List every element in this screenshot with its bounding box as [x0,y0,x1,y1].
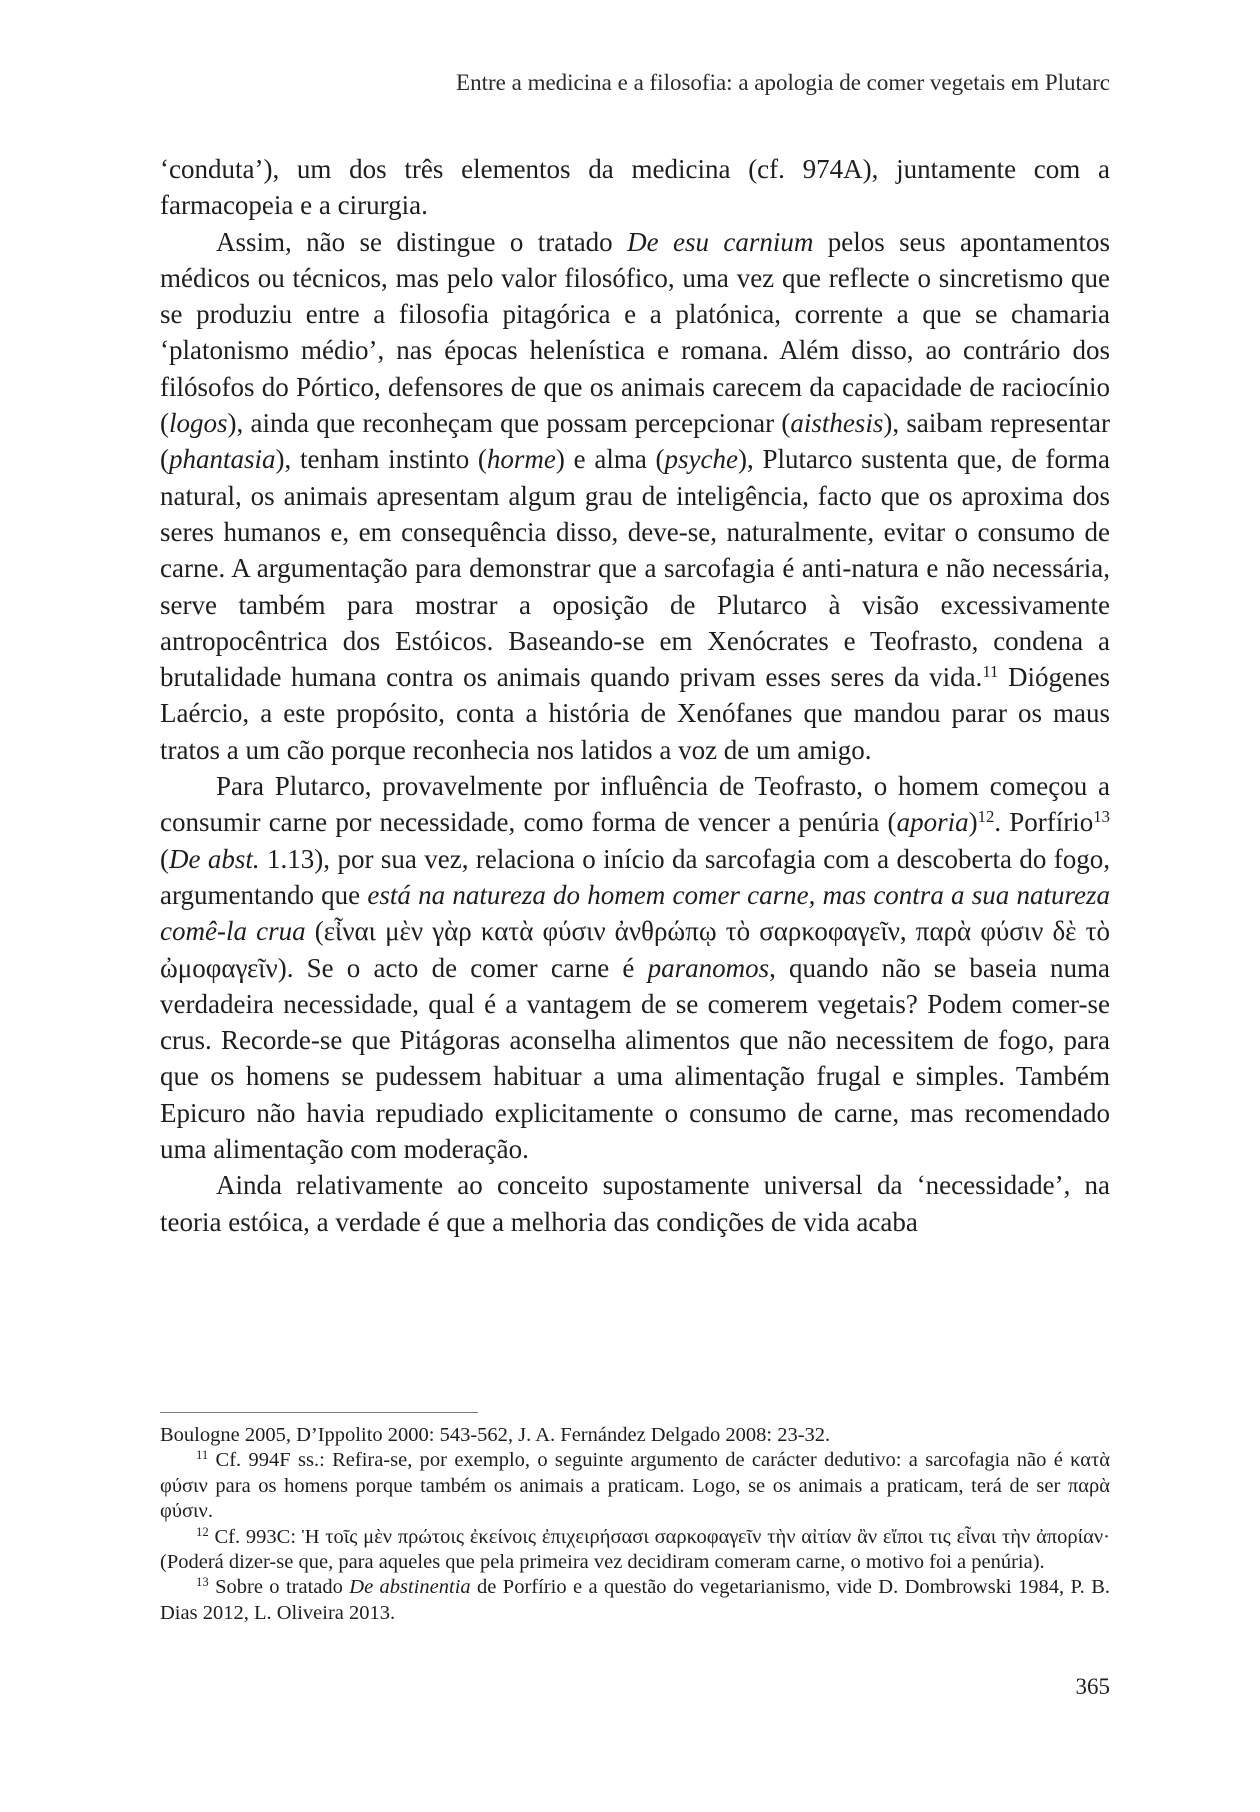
italic-term: phantasia [169,444,276,475]
text-run: ) e alma ( [555,444,665,475]
paragraph-1 [160,151,1110,224]
footnote-continuation [160,1423,1110,1448]
italic-quote: está na natureza do homem comer carne, mas contra a sua natureza comê-la crua [160,879,1110,947]
running-header: Entre a medicina e a filosofia: a apologia de comer vegetais em Plutarc [456,70,1110,95]
italic-term: psyche [664,444,738,475]
text-run: Para Plutarco, provavelmente por influência de Teofrasto, o homem começou a consumir carne por necessidade, como forma de vencer a penúria ( [160,771,1110,838]
text-run: ), tenham instinto ( [275,444,487,475]
main-text [160,151,1110,1240]
italic-term: aisthesis [790,408,884,439]
text-run: . Porfírio [994,807,1094,838]
text-run: Boulogne 2005, D’Ippolito 2000: 543-562, J. A. Fernández Delgado 2008: 23-32. [160,1424,831,1446]
text-run: Sobre o tratado [208,1576,350,1599]
footnote-ref-11[interactable]: 11 [982,661,999,681]
page-number: 365 [1075,1674,1110,1699]
text-run: ), ainda que reconheçam que possam percepcionar ( [227,408,791,439]
text-run: Cf. 993C: Ἡ τοῖς μὲν πρώτοις ἐκείνοις ἐπιχειρήσασι σαρκοφαγεῖν τὴν αἰτίαν ἂν εἴποι τις εἶναι τὴν ἀπορίαν· (Poderá dizer-se que, para aqueles que pela primeira vez decidiram comeram carne, o motivo foi a penúria). [160,1525,1110,1574]
text-run: 1.13), por sua vez, relaciona o início da sarcofagia com a descoberta do fogo, argumentando que [160,843,1110,910]
paragraph-4-text: Ainda relativamente ao conceito supostamente universal da ‘necessidade’, na teoria estóica, a verdade é que a melhoria das condições de vida acaba [160,1170,1110,1237]
italic-term: aporia [896,807,969,838]
footnote-separator [160,1412,478,1413]
text-run: ), Plutarco sustenta que, de forma natural, os animais apresentam algum grau de inteligência, facto que os aproxima dos seres humanos e, em consequência disso, deve-se, naturalmente, evitar o consumo de carne. A argumentação para demonstrar que a sarcofagia é anti-natura e não necessária, serve também para mostrar a oposição de Plutarco à visão excessivamente antropocêntrica dos Estóicos. Baseando-se em Xenócrates e Teofrasto, condena a brutalidade humana contra os animais quando privam esses seres da vida. [160,444,1111,693]
text-run: Cf. 994F ss.: Refira-se, por exemplo, o seguinte argumento de carácter dedutivo: a sarcofagia não é κατὰ φύσιν para os homens porque também os animais a praticam. Logo, se os animais a praticam, terá de ser παρὰ φύσιν. [160,1449,1110,1523]
italic-term: paranomos [647,952,770,983]
text-run: , quando não se baseia numa verdadeira necessidade, qual é a vantagem de se comerem vegetais? Podem comer-se crus. Recorde-se que Pitágoras aconselha alimentos que não necessitem de fogo, para que os homens se pudessem habituar a uma alimentação frugal e simples. Também Epicuro não havia repudiado explicitamente o consumo de carne, mas recomendado uma alimentação com moderação. [160,952,1110,1165]
text-run: ( [160,843,169,874]
text-run: pelos seus apontamentos médicos ou técnicos, mas pelo valor filosófico, uma vez que reflecte o sincretismo que se produziu entre a filosofia pitagórica e a platónica, corrente a que se chamaria ‘platonismo médio’, nas épocas helenística e romana. Além disso, ao contrário dos filósofos do Pórtico, defensores de que os animais carecem da capacidade de raciocínio ( [160,226,1110,439]
footnote-number: 13 [196,1575,209,1590]
text-run: Diógenes Laércio, a este propósito, conta a história de Xenófanes que mandou parar os maus tratos a um cão porque reconhecia nos latidos a voz de um amigo. [160,662,1110,765]
footnote-13 [160,1575,1110,1626]
italic-term: logos [169,408,228,439]
footnote-number: 12 [196,1524,209,1539]
paragraph-4 [160,1167,1110,1240]
paragraph-2 [160,224,1110,768]
italic-title: De abst. [169,843,260,874]
footnotes [160,1423,1110,1626]
text-run: ) [968,807,978,838]
footnote-11 [160,1448,1110,1524]
footnote-number: 11 [196,1448,209,1463]
footnote-ref-12[interactable]: 12 [977,807,995,827]
paragraph-1-text: ‘conduta’), um dos três elementos da medicina (cf. 974A), juntamente com a farmacopeia e a cirurgia. [160,154,1110,221]
text-run: ), saibam representar ( [160,408,1110,475]
text-run: Assim, não se distingue o tratado [216,226,628,257]
footnote-ref-13[interactable]: 13 [1093,807,1111,827]
footnote-12 [160,1525,1110,1576]
paragraph-3 [160,768,1110,1167]
italic-title: De esu carnium [627,226,814,257]
italic-term: horme [486,444,556,475]
italic-title: De abstinentia [349,1576,471,1599]
text-run: (εἶναι μὲν γὰρ κατὰ φύσιν ἀνθρώπῳ τὸ σαρκοφαγεῖν, παρὰ φύσιν δὲ τὸ ὠμοφαγεῖν). Se o acto de comer carne é [160,916,1110,983]
text-run: de Porfírio e a questão do vegetarianismo, vide D. Dombrowski 1984, P. B. Dias 2012, L. Oliveira 2013. [160,1576,1110,1624]
